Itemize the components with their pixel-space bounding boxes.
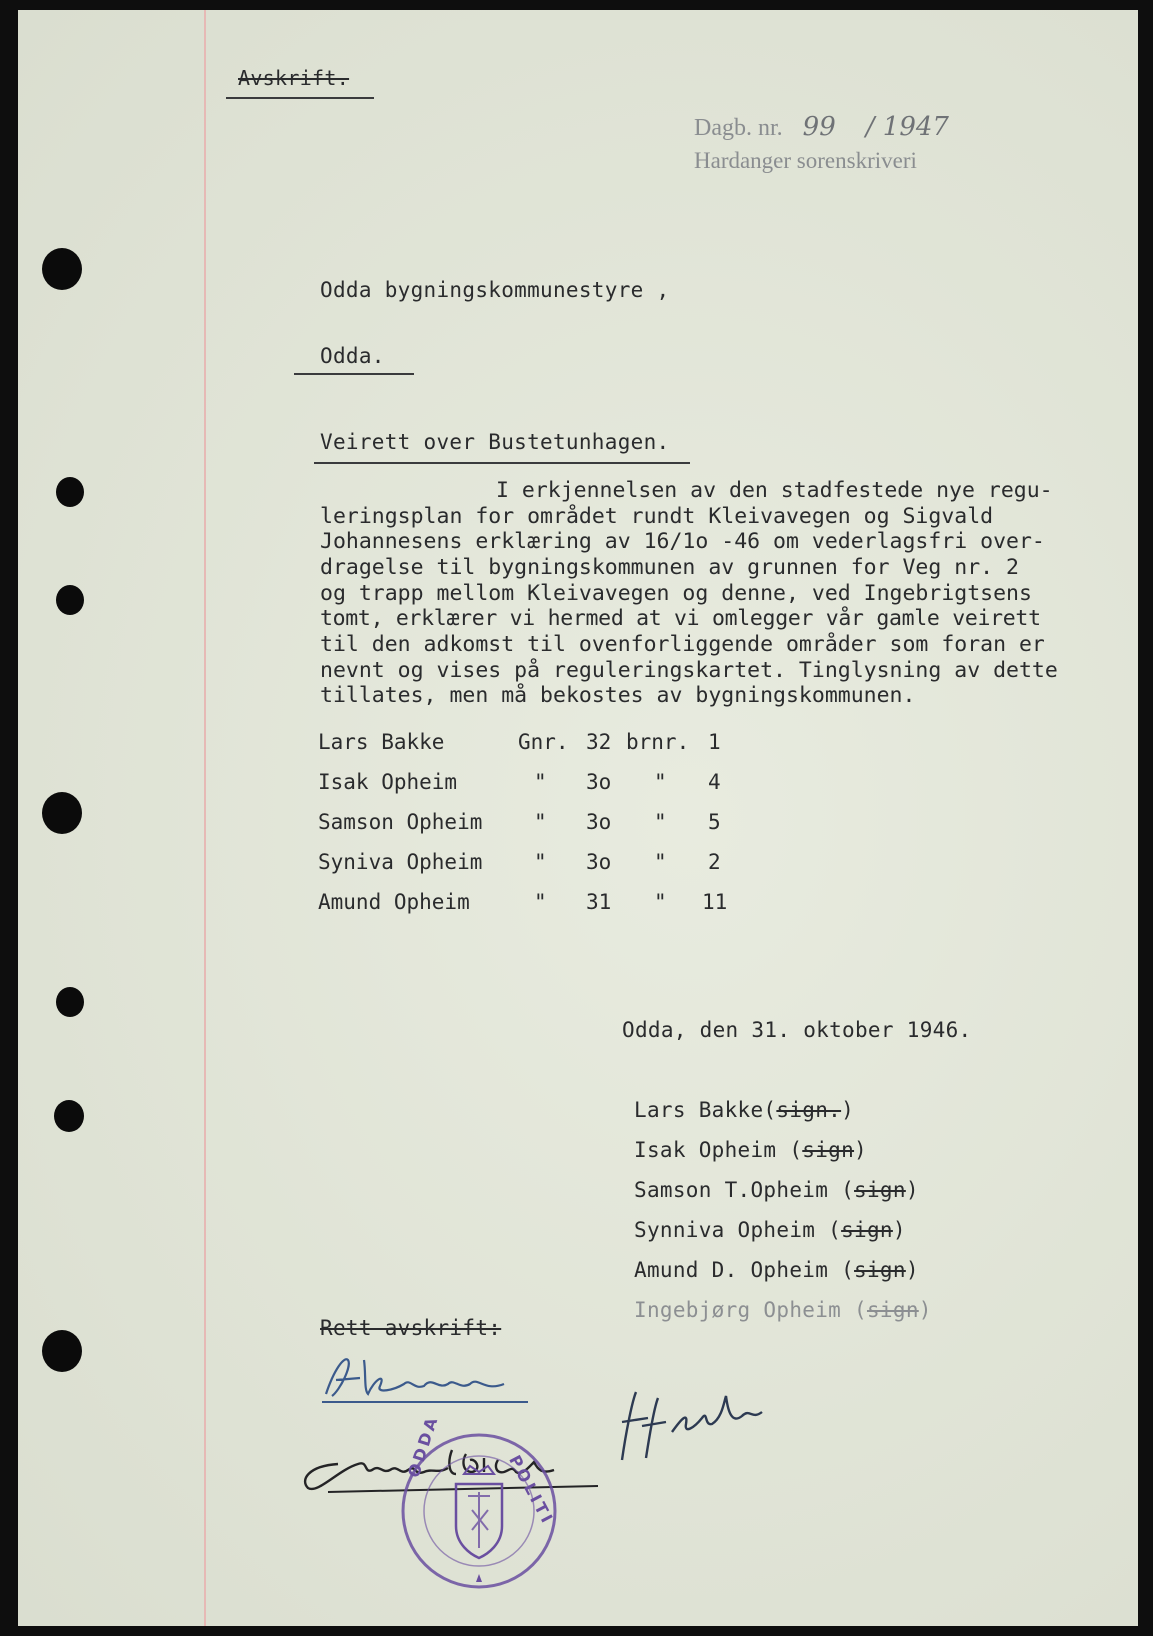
owner-bnr-label: " bbox=[654, 770, 667, 794]
signature-line bbox=[634, 1258, 919, 1282]
subject-line: Veirett over Bustetunhagen. bbox=[320, 430, 670, 454]
stamp-number: 99 bbox=[802, 112, 836, 142]
signer-close: ) bbox=[905, 1258, 919, 1282]
owner-gnr: 31 bbox=[586, 890, 612, 914]
signer-sign: sign bbox=[854, 1258, 906, 1282]
owner-name: Amund Opheim bbox=[318, 890, 470, 914]
copy-label-underline bbox=[226, 97, 374, 99]
owner-bnr-label: " bbox=[654, 810, 667, 834]
handwritten-signature-lefaa bbox=[612, 1362, 792, 1482]
owner-bnr-label: " bbox=[654, 850, 667, 874]
signer-sign: sign bbox=[841, 1218, 893, 1242]
owner-bnr: 4 bbox=[708, 770, 721, 794]
date-line: Odda, den 31. oktober 1946. bbox=[622, 1018, 972, 1042]
recipient-underline bbox=[294, 373, 414, 375]
signer-name: Amund D. Opheim ( bbox=[634, 1258, 855, 1282]
owner-gnr-label: " bbox=[534, 890, 547, 914]
body-line: tillates, men må bekostes av bygningskommunen. bbox=[320, 683, 916, 708]
signature-line bbox=[634, 1098, 854, 1122]
recipient-place: Odda. bbox=[320, 344, 385, 368]
stamp-office: Hardanger sorenskriveri bbox=[694, 148, 917, 173]
signer-close: ) bbox=[892, 1218, 906, 1242]
owner-name: Syniva Opheim bbox=[318, 850, 483, 874]
signer-close: ) bbox=[841, 1098, 855, 1122]
body-line: tomt, erklærer vi hermed at vi omlegger vår gamle veirett bbox=[320, 606, 1041, 631]
owner-gnr: 3o bbox=[586, 810, 612, 834]
seal-text-right: POLITI bbox=[505, 1452, 558, 1529]
signer-sign: sign bbox=[866, 1298, 919, 1322]
signer-close: ) bbox=[854, 1138, 867, 1162]
stamp-year: / 1947 bbox=[865, 112, 949, 142]
signer-name: Isak Opheim ( bbox=[634, 1138, 803, 1162]
punch-hole bbox=[56, 987, 84, 1017]
signature-line bbox=[634, 1138, 867, 1162]
owner-name: Isak Opheim bbox=[318, 770, 458, 794]
recipient-name: Odda bygningskommunestyre , bbox=[320, 278, 670, 302]
body-line: dragelse til bygningskommunen av grunnen for Veg nr. 2 bbox=[320, 555, 1019, 580]
punch-hole bbox=[42, 1330, 82, 1372]
seal-text-left: ODDA bbox=[404, 1412, 443, 1480]
signer-name: Samson T.Opheim ( bbox=[634, 1178, 855, 1202]
handwritten-signature-kielland bbox=[314, 1350, 554, 1410]
body-line: Johannesens erklæring av 16/1o -46 om vederlagsfri over- bbox=[320, 529, 1045, 554]
punch-hole bbox=[56, 477, 84, 507]
punch-hole bbox=[42, 792, 82, 834]
punch-hole bbox=[42, 248, 82, 290]
body-line: I erkjennelsen av den stadfestede nye regu- bbox=[496, 478, 1053, 503]
body-line: til den adkomst til ovenforliggende områder som foran er bbox=[320, 632, 1045, 657]
owner-bnr-label: " bbox=[654, 890, 667, 914]
stamp-prefix: Dagb. nr. bbox=[694, 115, 783, 141]
signer-name: Ingebjørg Opheim ( bbox=[634, 1298, 867, 1322]
owner-gnr: 3o bbox=[586, 850, 612, 874]
punch-hole bbox=[54, 1100, 84, 1132]
signer-name: Synniva Opheim ( bbox=[634, 1218, 842, 1242]
signature-line bbox=[634, 1218, 906, 1242]
owner-gnr: 32 bbox=[586, 730, 612, 754]
body-line: og trapp mellom Kleivavegen og denne, ved Ingebrigtsens bbox=[320, 581, 1032, 606]
owner-gnr-label: Gnr. bbox=[518, 730, 569, 754]
owner-gnr-label: " bbox=[534, 770, 547, 794]
punch-hole bbox=[56, 585, 84, 615]
owner-gnr: 3o bbox=[586, 770, 612, 794]
signer-name: Lars Bakke( bbox=[634, 1098, 777, 1122]
owner-gnr-label: " bbox=[534, 850, 547, 874]
owner-gnr-label: " bbox=[534, 810, 547, 834]
signer-sign: sign bbox=[854, 1178, 906, 1202]
registry-stamp bbox=[694, 112, 949, 142]
signature-line bbox=[634, 1298, 932, 1322]
document-page bbox=[18, 10, 1138, 1626]
margin-line bbox=[204, 10, 206, 1626]
signature-line bbox=[634, 1178, 919, 1202]
body-line: leringsplan for området rundt Kleivavegen og Sigvald bbox=[320, 504, 994, 529]
owner-bnr: 1 bbox=[708, 730, 721, 754]
police-seal bbox=[398, 1412, 560, 1592]
owner-bnr: 2 bbox=[708, 850, 721, 874]
subject-underline bbox=[314, 462, 690, 464]
certification-label: Rett avskrift: bbox=[320, 1316, 502, 1340]
signer-close: ) bbox=[918, 1298, 932, 1322]
body-line: nevnt og vises på reguleringskartet. Tinglysning av dette bbox=[320, 658, 1058, 683]
copy-label: Avskrift. bbox=[238, 66, 350, 90]
signer-close: ) bbox=[905, 1178, 919, 1202]
signer-sign: sign. bbox=[776, 1098, 842, 1122]
owner-name: Samson Opheim bbox=[318, 810, 483, 834]
owner-bnr-label: brnr. bbox=[626, 730, 690, 754]
owner-bnr: 11 bbox=[702, 890, 728, 914]
owner-bnr: 5 bbox=[708, 810, 721, 834]
signer-sign: sign bbox=[802, 1138, 855, 1162]
owner-name: Lars Bakke bbox=[318, 730, 445, 754]
